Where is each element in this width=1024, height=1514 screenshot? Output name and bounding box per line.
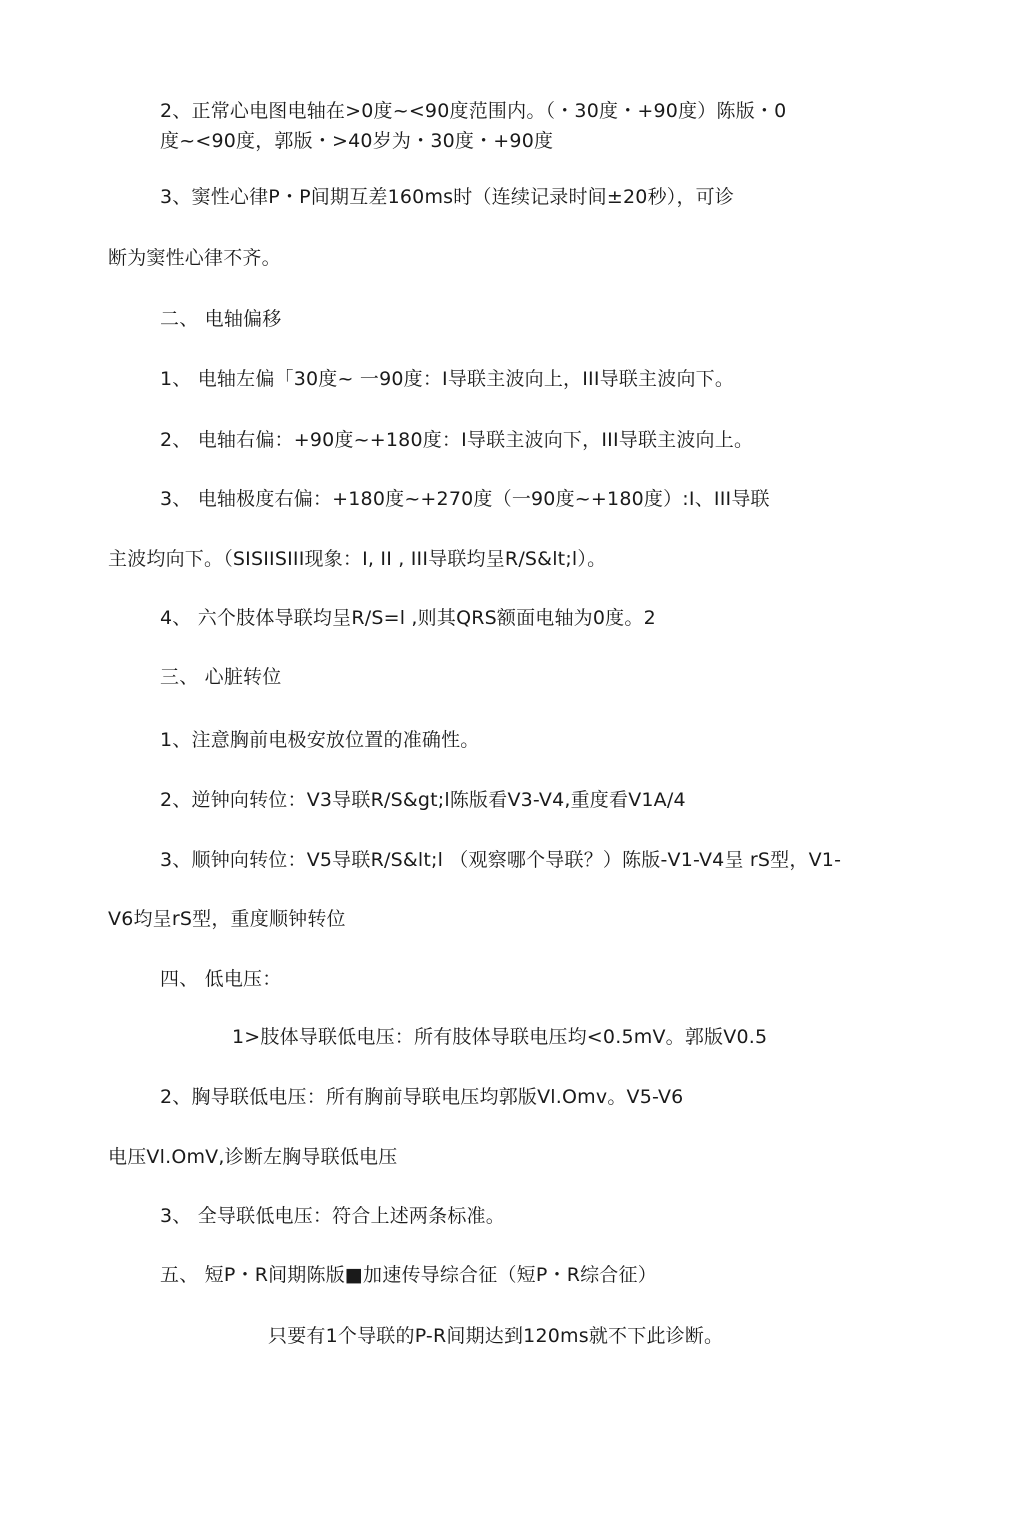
text-line-clockwise-1: 3、顺钟向转位：V5导联R/S&lt;l （观察哪个导联？）陈版-V1-V4呈 rS型，V1-	[160, 849, 842, 871]
text-line-chest-low-voltage-1: 2、胸导联低电压：所有胸前导联电压均郭版Vl.Omv。V5-V6	[160, 1086, 684, 1108]
text-line-electrode: 1、注意胸前电极安放位置的准确性。	[160, 729, 480, 751]
text-line-chest-low-voltage-2: 电压Vl.OmV,诊断左胸导联低电压	[108, 1146, 398, 1168]
section-heading-low-voltage: 四、 低电压：	[160, 968, 282, 990]
text-line-extreme-axis-1: 3、 电轴极度右偏：+180度~+270度（一90度~+180度）:I、III导联	[160, 488, 770, 510]
text-line-counterclockwise: 2、逆钟向转位：V3导联R/S&gt;l陈版看V3-V4,重度看V1A/4	[160, 789, 686, 811]
section-heading-short-pr: 五、 短P・R间期陈版■加速传导综合征（短P・R综合征）	[160, 1264, 657, 1286]
text-line-extreme-axis-2: 主波均向下。（SISIISIII现象：I, II , III导联均呈R/S&lt;l）。	[108, 548, 607, 570]
text-line-axis-normal-1: 2、正常心电图电轴在>0度~<90度范围内。（・30度・+90度）陈版・0	[160, 100, 787, 122]
text-line-sinus-1: 3、窦性心律P・P间期互差160ms时（连续记录时间±20秒），可诊	[160, 186, 735, 208]
text-line-right-axis: 2、 电轴右偏：+90度~+180度：I导联主波向下，III导联主波向上。	[160, 429, 754, 451]
text-line-all-low-voltage: 3、 全导联低电压：符合上述两条标准。	[160, 1205, 505, 1227]
text-line-axis-normal-2: 度~<90度，郭版・>40岁为・30度・+90度	[160, 130, 554, 152]
text-line-short-pr-note: 只要有1个导联的P-R间期达到120ms就不下此诊断。	[268, 1325, 724, 1347]
section-heading-heart-rotation: 三、 心脏转位	[160, 666, 282, 688]
section-heading-axis-deviation: 二、 电轴偏移	[160, 308, 282, 330]
text-line-clockwise-2: V6均呈rS型，重度顺钟转位	[108, 908, 346, 930]
text-line-zero-axis: 4、 六个肢体导联均呈R/S=l ,则其QRS额面电轴为0度。2	[160, 607, 656, 629]
text-line-sinus-2: 断为窦性心律不齐。	[108, 247, 281, 269]
text-line-left-axis: 1、 电轴左偏「30度~ 一90度：I导联主波向上，III导联主波向下。	[160, 368, 735, 390]
text-line-limb-low-voltage: 1>肢体导联低电压：所有肢体导联电压均<0.5mV。郭版V0.5	[232, 1026, 768, 1048]
